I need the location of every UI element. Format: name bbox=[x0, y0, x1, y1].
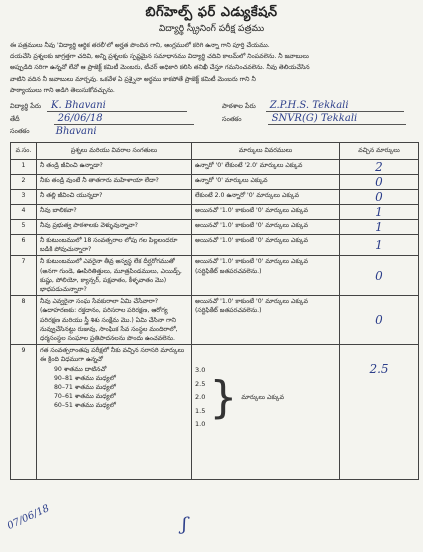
table-row bbox=[11, 190, 419, 205]
score-value: 3.0 bbox=[195, 366, 206, 375]
score-value: 2.5 bbox=[195, 379, 206, 388]
intro-paragraph bbox=[10, 40, 412, 96]
handwritten-mark: 2 bbox=[375, 160, 383, 174]
date-value-left: 26/06/18 bbox=[57, 113, 103, 124]
row-marks-text: మార్కులు ఎక్కువ bbox=[241, 394, 285, 402]
student-name-field bbox=[10, 99, 187, 112]
intro-line: పాఠ్యాయులు గాని అడిగి తెలుసుకోవచ్చును. bbox=[10, 86, 115, 94]
brace-icon: } bbox=[209, 371, 238, 423]
score-range: 60–51 శాతము మధ్యలో bbox=[54, 402, 116, 410]
row-marks-detail: ఉన్నారో '0' మార్కులు ఎక్కువ bbox=[192, 175, 340, 190]
row-given-marks bbox=[340, 235, 419, 256]
student-name-value: K. Bhavani bbox=[51, 100, 106, 111]
row-question: నీ కుటుంబములో ఎవరైనా తీవ్ర అస్వస్థ లేక దీర్ఘరోగముతో (అనగా గుండె, ఊపిరితిత్తులు, మూత్రపిండములు, ఎయిడ్స్, కుష్టు, పోలియో, క్యాన్సర్, పక్షవాతం, కీళ్ళవాతం మొ) భాధపడుచున్నారా? bbox=[37, 256, 192, 296]
row-given-marks bbox=[340, 345, 419, 480]
footer-handwritten-mark: ʃ bbox=[182, 514, 187, 535]
row-num: 9 bbox=[11, 345, 37, 480]
signature-field-right bbox=[222, 112, 406, 125]
row-marks-detail bbox=[192, 296, 340, 345]
handwritten-mark: 0 bbox=[375, 268, 383, 283]
handwritten-mark: 1 bbox=[375, 205, 383, 219]
table-row bbox=[11, 205, 419, 220]
student-name-label: విద్యార్థి పేరు bbox=[10, 102, 42, 110]
row-marks-detail: అయినచో '1.0' కాకుంటే '0' మార్కులు ఎక్కువ bbox=[192, 235, 340, 256]
row-num: 6 bbox=[11, 235, 37, 256]
intro-line: ఈ పత్రములు నీవు 'విద్యార్థి ఆర్థిక తరలీ'లో అర్హత పొందిన గాని, ఆంగ్లములో కరిగి ఉన్నా గాని పూర్తి చేయము. bbox=[10, 42, 270, 49]
handwritten-mark: 1 bbox=[375, 220, 383, 234]
row-question bbox=[37, 345, 192, 480]
row-certificate-note: (సర్టిఫికేట్ జతపరచవలెను.) bbox=[195, 267, 262, 275]
form-title: బిగ్‌హెల్ప్ ఫర్ ఎడ్యుకేషన్ bbox=[145, 5, 278, 20]
row-marks-detail: ఉన్నారో '0' లేకుంటే '2.0' మార్కులు ఎక్కువ bbox=[192, 160, 340, 175]
handwritten-mark: 0 bbox=[375, 313, 383, 328]
intro-line: అప్పుడిది సరిగా ఉన్నవో లేవో ఆ ప్రాజెక్ట్ కమిటీ మెంబరు, టీచర్ అధికారి కలిసి తనిఖీ చేస్తూ గమనించవలెను. నీవు తెలియచేసిన bbox=[10, 64, 310, 72]
signature-value-left: Bhavani bbox=[55, 126, 97, 137]
score-value: 2.0 bbox=[195, 393, 206, 402]
row-marks-text: అయినచో '1.0' కాకుంటే '0' మార్కులు ఎక్కువ bbox=[195, 258, 309, 266]
row-question: నీవు ఎవ్వరైనా సంఘ సేవకురాలా ఏమి చేసేవారా? (ఉదాహరణకు: రక్తదానం, పరిసరాల పరిరక్షణ, ఆరోగ్య పరిరక్షణ మరియు స్త్రీ శిశు సంక్షేమ మొ.) ఏమి చేసినా గాని నువ్వుచేసినట్టు రుజువు, సాంఘిక సేవ సంస్థల మందిరాలో, ధర్మసంస్థల సంఘాల ప్రతిపాదనలను పొందు ఉంచవలెను. bbox=[37, 296, 192, 345]
score-value: 1.0 bbox=[195, 420, 206, 429]
table-header-row bbox=[11, 143, 419, 160]
row-marks-detail: అయినచో '1.0' కాకుంటే '0' మార్కులు ఎక్కువ bbox=[192, 205, 340, 220]
school-name-value: Z.P.H.S. Tekkali bbox=[269, 100, 349, 111]
signature-value-right: SNVR(G) Tekkali bbox=[271, 113, 358, 124]
row-given-marks bbox=[340, 220, 419, 235]
signature-label-right: సంతకం bbox=[222, 115, 242, 123]
row-question: నీవు బాలికవా? bbox=[37, 205, 192, 220]
row-marks-detail bbox=[192, 345, 340, 480]
date-label-left: తేదీ bbox=[10, 115, 20, 123]
intro-line: వాటిని వదిన నీ జవాబులు మార్చవు. ఒకవేళ ఏ ప్రశ్నైనా అర్థము కాకపోతే ప్రాజెక్ట్ కమిటీ మెంబరు గాని నీ bbox=[10, 75, 256, 83]
row-num: 2 bbox=[11, 175, 37, 190]
row-question: నీకు తండ్రి వుంటే నీ తాతగారు మహిళాయా లేదా? bbox=[37, 175, 192, 190]
score-range: 70–61 శాతము మధ్యలో bbox=[54, 393, 116, 401]
table-row bbox=[11, 296, 419, 345]
header-given-marks: వచ్చిన మార్కులు bbox=[340, 143, 419, 160]
score-range-list bbox=[40, 365, 188, 411]
row-given-marks bbox=[340, 296, 419, 345]
row-num: 3 bbox=[11, 190, 37, 205]
row-given-marks bbox=[340, 190, 419, 205]
row-num: 8 bbox=[11, 296, 37, 345]
table-row bbox=[11, 175, 419, 190]
table-row bbox=[11, 256, 419, 296]
row-question-text: గత సంవత్సరాంతపు పరీక్షలో నీకు వచ్చిన సరాసరి మార్కులు ఈ క్రింది విధముగా ఉన్నచో bbox=[40, 347, 185, 364]
handwritten-mark: 0 bbox=[375, 190, 383, 204]
header-marks-detail: మార్కులు వివరములు bbox=[192, 143, 340, 160]
form-subtitle: విద్యార్థి స్క్రీనింగ్ పరీక్ష పత్రము bbox=[158, 24, 265, 34]
row-question: నీ తల్లి జీవించి యున్నదా? bbox=[37, 190, 192, 205]
table-row bbox=[11, 345, 419, 480]
footer-signature-date: 07/06/18 bbox=[5, 503, 52, 532]
signature-field-left bbox=[10, 125, 192, 137]
table-row bbox=[11, 160, 419, 175]
row-marks-text: అయినచో '1.0' కాకుంటే '0' మార్కులు ఎక్కువ bbox=[195, 298, 309, 306]
score-value: 1.5 bbox=[195, 406, 206, 415]
row-given-marks bbox=[340, 205, 419, 220]
header-question: ప్రశ్నలు మరియు వివరాల సంగతులు bbox=[37, 143, 192, 160]
signature-label-left: సంతకం bbox=[10, 127, 30, 135]
row-num: 1 bbox=[11, 160, 37, 175]
row-num: 4 bbox=[11, 205, 37, 220]
row-question: నీవు ప్రభుత్వ పాఠశాలకు వెళ్ళువున్నావా? bbox=[37, 220, 192, 235]
row-given-marks bbox=[340, 256, 419, 296]
score-range: 90–81 శాతము మధ్యలో bbox=[54, 374, 116, 382]
row-given-marks bbox=[340, 160, 419, 175]
table-row bbox=[11, 235, 419, 256]
date-field-left bbox=[10, 112, 194, 125]
score-range: 80–71 శాతము మధ్యలో bbox=[54, 384, 116, 392]
header-num: వ.సం. bbox=[11, 143, 37, 160]
score-range: 90 శాతము దాటినచో bbox=[54, 365, 107, 373]
row-question: నీ తండ్రి జీవించి ఉన్నాడా? bbox=[37, 160, 192, 175]
row-question: నీ కుటుంబములో 18 సంవత్సరాల లోపు గల పిల్లలందరూ బడికి పోవుచున్నారా? bbox=[37, 235, 192, 256]
score-values-block bbox=[195, 364, 336, 432]
handwritten-mark: 0 bbox=[375, 175, 383, 189]
row-marks-detail bbox=[192, 256, 340, 296]
school-name-label: పాఠశాల పేరు bbox=[222, 102, 256, 110]
row-marks-detail: అయినచో '1.0' కాకుంటే '0' మార్కులు ఎక్కువ bbox=[192, 220, 340, 235]
row-given-marks bbox=[340, 175, 419, 190]
row-num: 5 bbox=[11, 220, 37, 235]
row-num: 7 bbox=[11, 256, 37, 296]
screening-table bbox=[10, 142, 419, 480]
handwritten-mark: 2.5 bbox=[369, 362, 389, 377]
row-marks-detail: లేకుంటే 2.0 ఉన్నారో '0' మార్కులు ఎక్కువ bbox=[192, 190, 340, 205]
table-row bbox=[11, 220, 419, 235]
school-name-field bbox=[222, 99, 404, 112]
intro-line: దయచేసి ప్రశ్నలకు జాగ్రత్తగా చదివి, అన్ని ప్రశ్నలకు స్పష్టమైన సమాధానము విద్యార్థి చదివి కాలమ్‌లో నింపవలెను. నీ జవాబులు bbox=[10, 53, 309, 61]
handwritten-mark: 1 bbox=[375, 238, 383, 253]
row-certificate-note: (సర్టిఫికేట్ జతపరచవలెను.) bbox=[195, 307, 262, 315]
